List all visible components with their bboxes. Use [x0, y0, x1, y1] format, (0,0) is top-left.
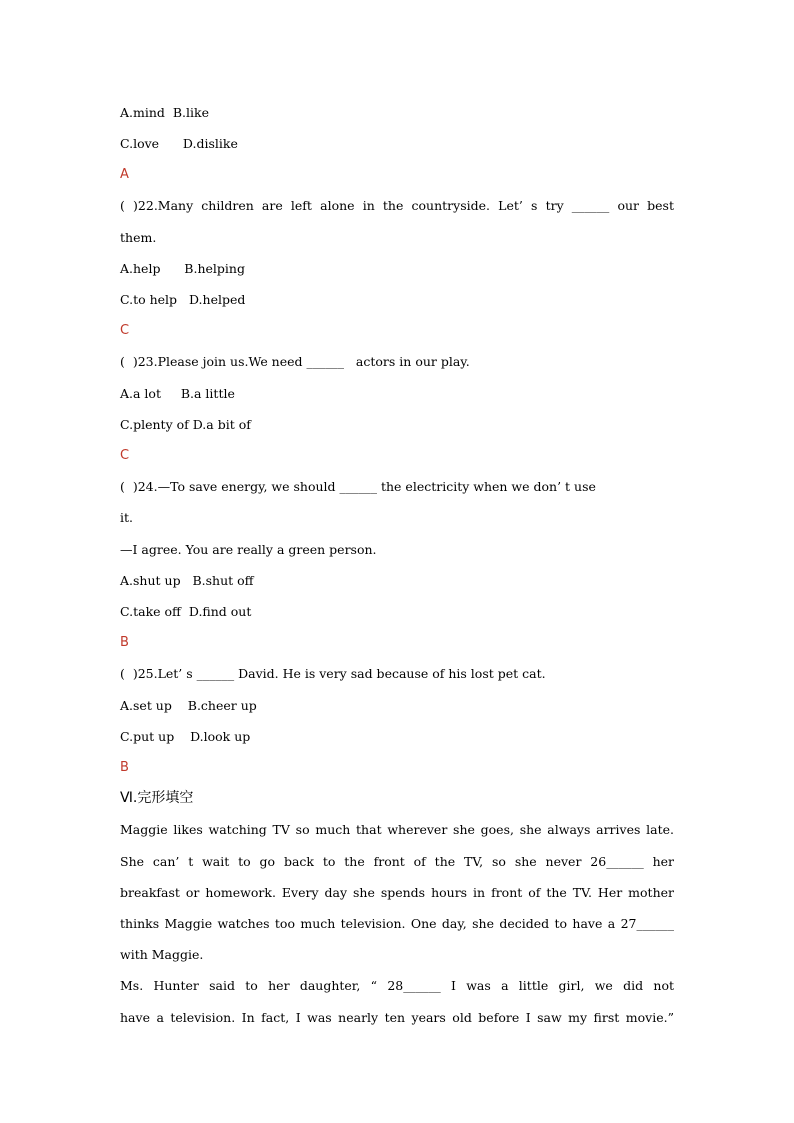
q22-options-ab: A.help B.helping — [120, 261, 245, 276]
q24-dialogue-reply: —I agree. You are really a green person. — [120, 542, 377, 557]
q22-question: ( )22.Many children are left alone in the countryside. Let’ s try ______ our best — [120, 198, 674, 213]
q24-options-ab: A.shut up B.shut off — [120, 573, 254, 588]
q23-options-ab: A.a lot B.a little — [120, 386, 235, 401]
cloze-paragraph-line-3: breakfast or homework. Every day she spends hours in front of the TV. Her mother — [120, 885, 674, 900]
cloze-paragraph-line-1: Maggie likes watching TV so much that wherever she goes, she always arrives late. — [120, 822, 674, 837]
q24-answer: B — [120, 635, 129, 650]
q23-question: ( )23.Please join us.We need ______ actors in our play. — [120, 354, 470, 369]
q24-question: ( )24.—To save energy, we should ______ the electricity when we don’ t use — [120, 479, 596, 494]
cloze-paragraph-line-5: with Maggie. — [120, 947, 204, 962]
q24-options-cd: C.take off D.find out — [120, 604, 252, 619]
q21-options-ab: A.mind B.like — [120, 105, 209, 120]
cloze-paragraph-line-4: thinks Maggie watches too much television. One day, she decided to have a 27______ — [120, 916, 674, 931]
q23-options-cd: C.plenty of D.a bit of — [120, 417, 251, 432]
q25-options-ab: A.set up B.cheer up — [120, 698, 257, 713]
cloze-paragraph-line-2: She can’ t wait to go back to the front of the TV, so she never 26______ her — [120, 854, 674, 869]
q24-question-cont: it. — [120, 510, 133, 525]
q21-answer: A — [120, 167, 129, 182]
q22-question-cont: them. — [120, 230, 157, 245]
q22-answer: C — [120, 323, 130, 338]
q23-answer: C — [120, 448, 130, 463]
q22-options-cd: C.to help D.helped — [120, 292, 246, 307]
q21-options-cd: C.love D.dislike — [120, 136, 238, 151]
cloze-paragraph-line-6: Ms. Hunter said to her daughter, “ 28______ I was a little girl, we did not — [120, 978, 674, 993]
cloze-paragraph-line-7: have a television. In fact, I was nearly ten years old before I saw my first movie.” — [120, 1010, 674, 1025]
q25-question: ( )25.Let’ s ______ David. He is very sad because of his lost pet cat. — [120, 666, 546, 681]
q25-answer: B — [120, 760, 129, 775]
section-heading-cloze: Ⅵ.完形填空 — [120, 790, 194, 806]
q25-options-cd: C.put up D.look up — [120, 729, 251, 744]
